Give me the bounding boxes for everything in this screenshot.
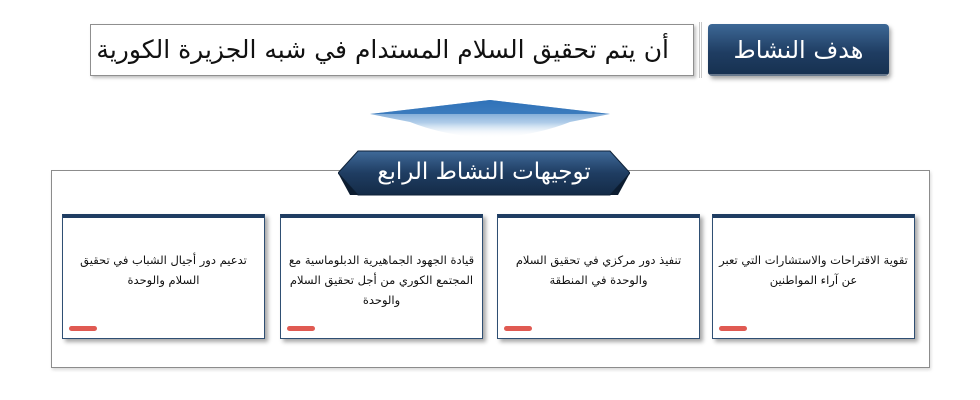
goal-text: أن يتم تحقيق السلام المستدام في شبه الجزيرة الكورية <box>96 35 669 64</box>
card-accent-pill <box>69 326 97 331</box>
card-accent-pill <box>504 326 532 331</box>
direction-card-text: قيادة الجهود الجماهيرية الدبلوماسية مع المجتمع الكوري من أجل تحقيق السلام والوحدة <box>288 253 475 307</box>
goal-text-box <box>90 24 694 76</box>
up-arrow-icon <box>360 96 620 138</box>
goal-separator <box>699 22 702 78</box>
direction-card-1 <box>712 214 915 339</box>
direction-card-3 <box>280 214 483 339</box>
direction-card-2 <box>497 214 700 339</box>
goal-label-text: هدف النشاط <box>733 36 864 64</box>
direction-card-4 <box>62 214 265 339</box>
card-accent-pill <box>287 326 315 331</box>
direction-card-text: تدعيم دور أجيال الشباب في تحقيق السلام والوحدة <box>80 253 247 287</box>
card-accent-pill <box>719 326 747 331</box>
goal-label <box>708 24 889 76</box>
directions-title: توجيهات النشاط الرابع <box>377 159 591 185</box>
direction-card-text: تنفيذ دور مركزي في تحقيق السلام والوحدة في المنطقة <box>515 253 682 287</box>
direction-card-text: تقوية الاقتراحات والاستشارات التي تعبر عن آراء المواطنين <box>719 253 908 287</box>
